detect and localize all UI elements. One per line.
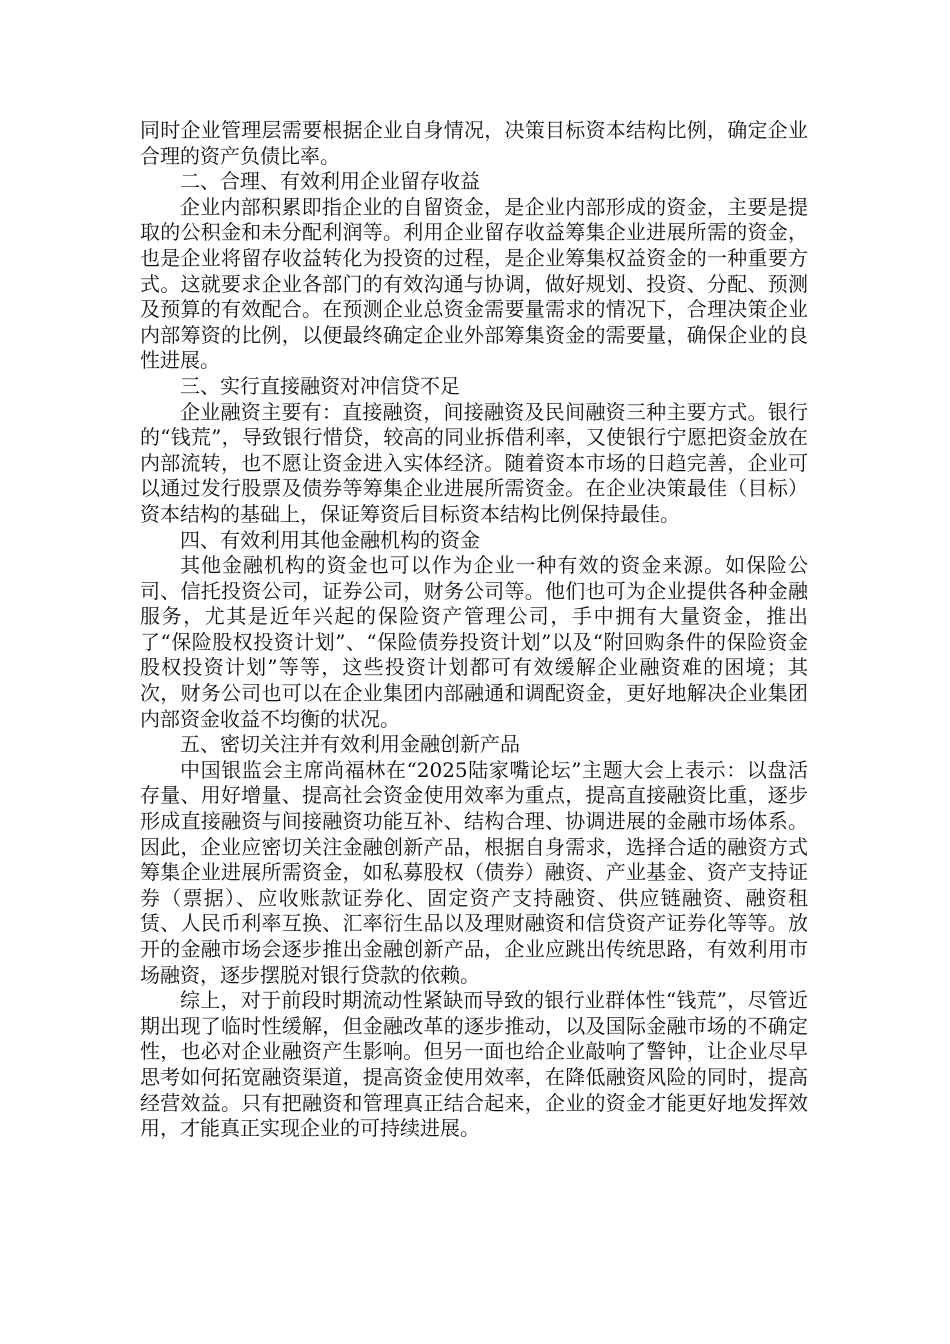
section-heading-5: 五、密切关注并有效利用金融创新产品 (180, 732, 520, 757)
section-heading-3: 三、实行直接融资对冲信贷不足 (180, 373, 460, 398)
paragraph-continuation: 同时企业管理层需要根据企业自身情况，决策目标资本结构比例，确定企业合理的资产负债比率。 (140, 118, 808, 168)
paragraph-financial-innovation: 中国银监会主席尚福林在“2025陆家嘴论坛”主题大会上表示：以盘活存量、用好增量、提高社会资金使用效率为重点，提高直接融资比重，逐步形成直接融资与间接融资功能互补、结构合理、协调进展的金融市场体系。因此，企业应密切关注金融创新产品，根据自身需求，选择合适的融资方式筹集企业进展所需资金，如私募股权（债券）融资、产业基金、资产支持证券（票据）、应收账款证券化、固定资产支持融资、供应链融资、融资租赁、人民币利率互换、汇率衍生品以及理财融资和信贷资产证券化等等。放开的金融市场会逐步推出金融创新产品，企业应跳出传统思路，有效利用市场融资，逐步摆脱对银行贷款的依赖。 (140, 757, 808, 987)
paragraph-financial-institutions: 其他金融机构的资金也可以作为企业一种有效的资金来源。如保险公司、信托投资公司，证券公司，财务公司等。他们也可为企业提供各种金融服务，尤其是近年兴起的保险资产管理公司，手中拥有大量资金，推出了“保险股权投资计划”、“保险债券投资计划”以及“附回购条件的保险资金股权投资计划”等等，这些投资计划都可有效缓解企业融资难的困境；其次，财务公司也可以在企业集团内部融通和调配资金，更好地解决企业集团内部资金收益不均衡的状况。 (140, 553, 808, 731)
section-heading-4: 四、有效利用其他金融机构的资金 (180, 527, 480, 552)
paragraph-direct-financing: 企业融资主要有：直接融资，间接融资及民间融资三种主要方式。银行的“钱荒”，导致银行惜贷，较高的同业拆借利率，又使银行宁愿把资金放在内部流转，也不愿让资金进入实体经济。随着资本市场的日趋完善，企业可以通过发行股票及债券等筹集企业进展所需资金。在企业决策最佳（目标）资本结构的基础上，保证筹资后目标资本结构比例保持最佳。 (140, 399, 808, 526)
paragraph-retained-earnings: 企业内部积累即指企业的自留资金，是企业内部形成的资金，主要是提取的公积金和未分配利润等。利用企业留存收益筹集企业进展所需的资金，也是企业将留存收益转化为投资的过程，是企业筹集权益资金的一种重要方式。这就要求企业各部门的有效沟通与协调，做好规划、投资、分配、预测及预算的有效配合。在预测企业总资金需要量需求的情况下，合理决策企业内部筹资的比例，以便最终确定企业外部筹集资金的需要量，确保企业的良性进展。 (140, 194, 808, 373)
section-heading-2: 二、合理、有效利用企业留存收益 (180, 169, 480, 194)
paragraph-conclusion: 综上，对于前段时期流动性紧缺而导致的银行业群体性“钱荒”，尽管近期出现了临时性缓解，但金融改革的逐步推动，以及国际金融市场的不确定性，也必对企业融资产生影响。但另一面也给企业敲响了警钟，让企业尽早思考如何拓宽融资渠道，提高资金使用效率，在降低融资风险的同时，提高经营效益。只有把融资和管理真正结合起来，企业的资金才能更好地发挥效用，才能真正实现企业的可持续进展。 (140, 988, 808, 1141)
document-body (140, 118, 808, 1142)
